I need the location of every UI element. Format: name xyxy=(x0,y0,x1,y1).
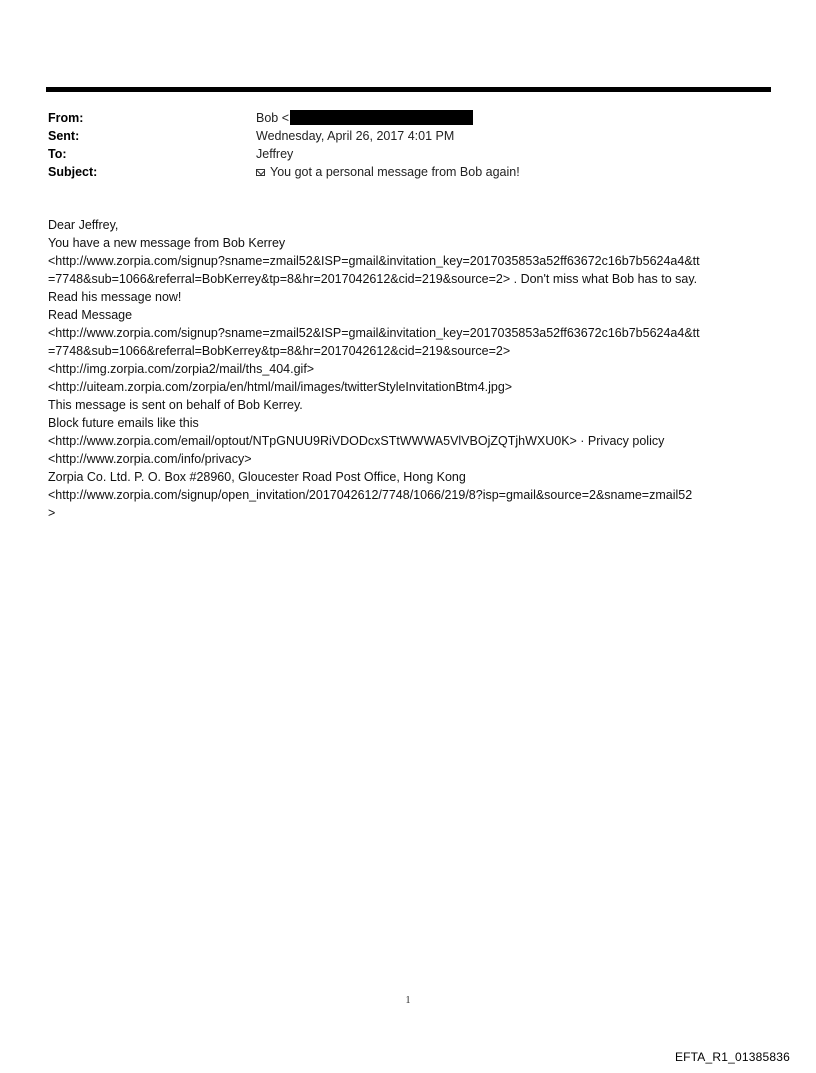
image-link-line[interactable]: <http://uiteam.zorpia.com/zorpia/en/html/mail/images/twitterStyleInvitationBtm4.jpg> xyxy=(48,380,513,394)
body-link-line[interactable]: =7748&sub=1066&referral=BobKerrey&tp=8&hr=2017042612&cid=219&source=2> . Don't miss what Bob has to say. xyxy=(48,272,698,286)
envelope-icon xyxy=(256,169,265,176)
to-label: To: xyxy=(48,147,67,161)
subject-row xyxy=(48,163,768,181)
body-line: This message is sent on behalf of Bob Kerrey. xyxy=(48,398,303,412)
from-label: From: xyxy=(48,111,84,125)
document-id: EFTA_R1_01385836 xyxy=(674,1050,790,1064)
read-message-link[interactable]: Read Message xyxy=(48,308,133,322)
body-line: > xyxy=(48,506,56,520)
to-value: Jeffrey xyxy=(256,147,294,161)
from-row xyxy=(48,109,768,127)
from-value xyxy=(256,109,473,127)
redaction-box xyxy=(290,110,473,125)
subject-text: You got a personal message from Bob again! xyxy=(270,165,520,179)
body-line: You have a new message from Bob Kerrey xyxy=(48,236,286,250)
email-body xyxy=(48,216,778,522)
to-row xyxy=(48,145,768,163)
block-emails-link[interactable]: Block future emails like this xyxy=(48,416,199,430)
sent-row xyxy=(48,127,768,145)
from-name: Bob < xyxy=(256,111,290,125)
company-address: Zorpia Co. Ltd. P. O. Box #28960, Gloucester Road Post Office, Hong Kong xyxy=(48,470,466,484)
body-line: Dear Jeffrey, xyxy=(48,218,119,232)
sent-value: Wednesday, April 26, 2017 4:01 PM xyxy=(256,129,455,143)
body-link-line[interactable]: <http://www.zorpia.com/signup?sname=zmail52&ISP=gmail&invitation_key=2017035853a52ff63672c16b7b5624a4&tt xyxy=(48,326,700,340)
open-invitation-link[interactable]: <http://www.zorpia.com/signup/open_invitation/2017042612/7748/1066/219/8?isp=gmail&source=2&sname=zmail52 xyxy=(48,488,693,502)
subject-label: Subject: xyxy=(48,165,98,179)
optout-link-line[interactable]: <http://www.zorpia.com/email/optout/NTpGNUU9RiVDODcxSTtWWWA5VlVBOjZQTjhWXU0K> · Privacy policy xyxy=(48,434,665,448)
sent-label: Sent: xyxy=(48,129,80,143)
body-line: Read his message now! xyxy=(48,290,182,304)
image-link-line[interactable]: <http://img.zorpia.com/zorpia2/mail/ths_404.gif> xyxy=(48,362,315,376)
email-header xyxy=(48,109,768,181)
header-rule xyxy=(46,87,771,92)
privacy-link-line[interactable]: <http://www.zorpia.com/info/privacy> xyxy=(48,452,252,466)
page-number: 1 xyxy=(405,995,411,1006)
body-link-line[interactable]: =7748&sub=1066&referral=BobKerrey&tp=8&hr=2017042612&cid=219&source=2> xyxy=(48,344,511,358)
body-link-line[interactable]: <http://www.zorpia.com/signup?sname=zmail52&ISP=gmail&invitation_key=2017035853a52ff63672c16b7b5624a4&tt xyxy=(48,254,700,268)
subject-value xyxy=(256,163,520,181)
